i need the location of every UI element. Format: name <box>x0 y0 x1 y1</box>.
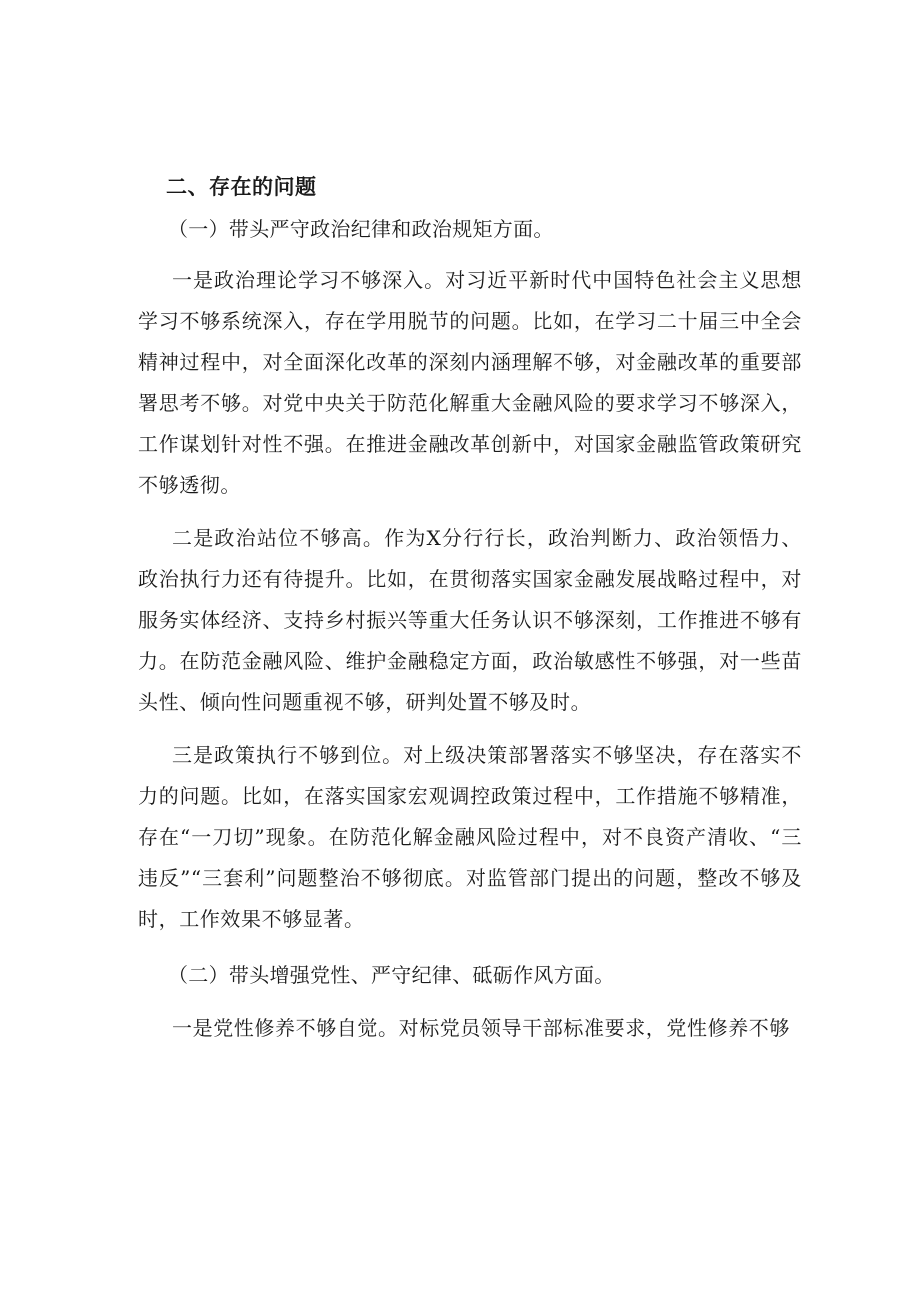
subsection-heading-2: （二）带头增强党性、严守纪律、砥砺作风方面。 <box>168 963 615 987</box>
paragraph-4: 一是党性修养不够自觉。对标党员领导干部标准要求，党性修养不够 <box>172 1016 790 1040</box>
paragraph-1: 一是政治理论学习不够深入。对习近平新时代中国特色社会主义思想学习不够系统深入，存在学用脱节的问题。比如，在学习二十届三中全会精神过程中，对全面深化改革的深刻内涵理解不够，对金融改革的重要部署思考不够。对党中央关于防范化解重大金融风险的要求学习不够深入，工作谋划针对性不强。在推进金融改革创新中，对国家金融监管政策研究不够透彻。 <box>138 268 802 497</box>
document-body <box>138 166 802 1049</box>
paragraph-2: 二是政治站位不够高。作为X分行行长，政治判断力、政治领悟力、政治执行力还有待提升。比如，在贯彻落实国家金融发展战略过程中，对服务实体经济、支持乡村振兴等重大任务认识不够深刻，工作推进不够有力。在防范金融风险、维护金融稳定方面，政治敏感性不够强，对一些苗头性、倾向性问题重视不够，研判处置不够及时。 <box>138 526 802 714</box>
section-heading: 二、存在的问题 <box>166 175 317 199</box>
subsection-heading-1: （一）带头严守政治纪律和政治规矩方面。 <box>168 217 554 241</box>
paragraph-3: 三是政策执行不够到位。对上级决策部署落实不够坚决，存在落实不力的问题。比如，在落实国家宏观调控政策过程中，工作措施不够精准，存在“一刀切”现象。在防范化解金融风险过程中，对不良资产清收、“三违反”“三套利”问题整治不够彻底。对监管部门提出的问题，整改不够及时，工作效果不够显著。 <box>138 743 802 931</box>
